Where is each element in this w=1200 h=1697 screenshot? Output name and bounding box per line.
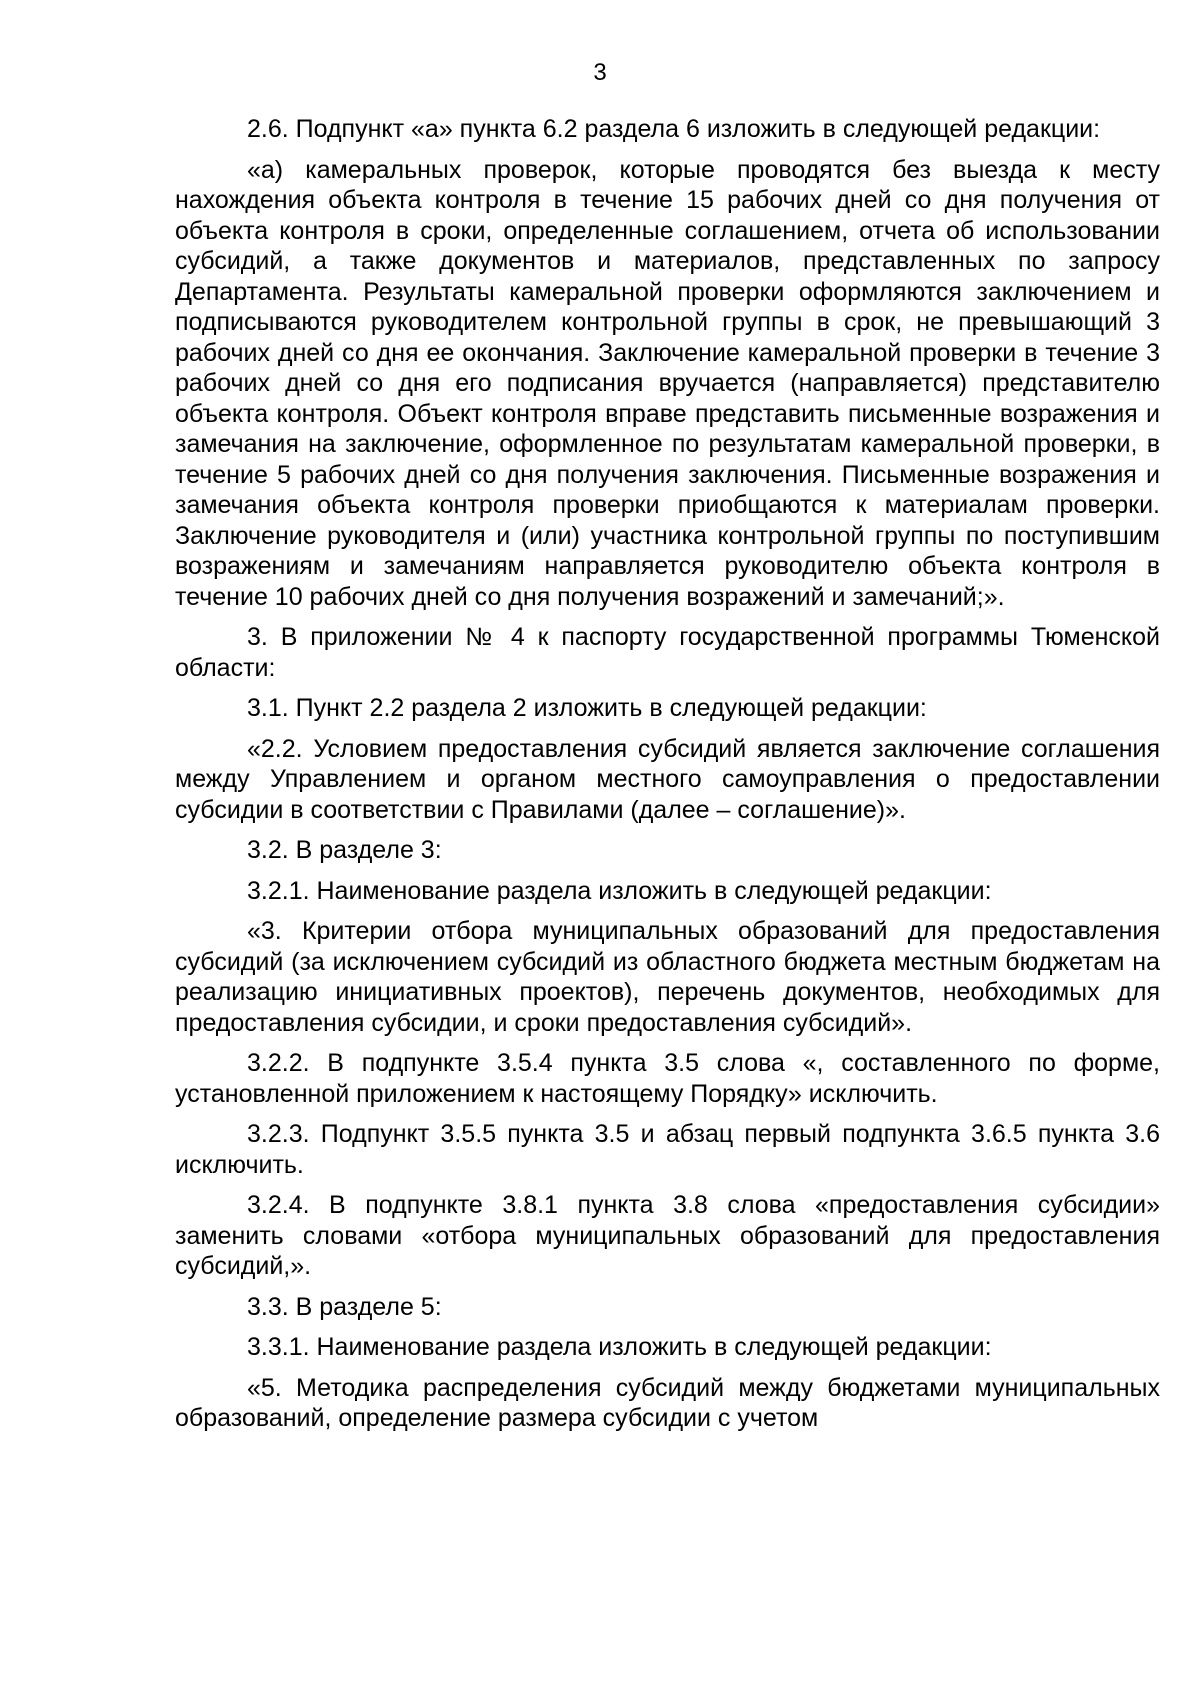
paragraph-3-2-1: 3.2.1. Наименование раздела изложить в следующей редакции:: [247, 876, 992, 905]
paragraph-3-2-4: 3.2.4. В подпункте 3.8.1 пункта 3.8 слова «предоставления субсидии» заменить словами «отбора муниципальных образований для предоставления субсидий,».: [175, 1191, 1160, 1280]
paragraph-3-2-2: 3.2.2. В подпункте 3.5.4 пункта 3.5 слова «, составленного по форме, установленной приложением к настоящему Порядку» исключить.: [175, 1049, 1160, 1108]
paragraph-3-2-3: 3.2.3. Подпункт 3.5.5 пункта 3.5 и абзац первый подпункта 3.6.5 пункта 3.6 исключить.: [175, 1120, 1160, 1179]
paragraph-2-6: 2.6. Подпункт «а» пункта 6.2 раздела 6 изложить в следующей редакции:: [247, 115, 1101, 143]
paragraph-section-5-title-quote: «5. Методика распределения субсидий между бюджетами муниципальных образований, определение размера субсидии с учетом: [175, 1373, 1160, 1432]
paragraph-3-1: 3.1. Пункт 2.2 раздела 2 изложить в следующей редакции:: [247, 694, 927, 722]
paragraph-3-3: 3.3. В разделе 5:: [247, 1292, 442, 1321]
paragraph-subpoint-a: «а) камеральных проверок, которые проводятся без выезда к месту нахождения объекта контроля в течение 15 рабочих дней со дня получения от объекта контроля в сроки, определенные соглашением, отчета об использовании субсидий, а также документов и материалов, представленных по запросу Департамента. Результаты камеральной проверки оформляются заключением и подписываются руководителем контрольной группы в срок, не превышающий 3 рабочих дней со дня ее окончания. Заключение камеральной проверки в течение 3 рабочих дней со дня его подписания вручается (направляется) представителю объекта контроля. Объект контроля вправе представить письменные возражения и замечания на заключение, оформленное по результатам камеральной проверки, в течение 5 рабочих дней со дня получения заключения. Письменные возражения и замечания объекта контроля проверки приобщаются к материалам проверки. Заключение руководителя и (или) участника контрольной группы по поступившим возражениям и замечаниям направляется руководителю объекта контроля в течение 10 рабочих дней со дня получения возражений и замечаний;».: [175, 155, 1160, 611]
paragraph-3: 3. В приложении № 4 к паспорту государственной программы Тюменской области:: [175, 623, 1160, 682]
paragraph-3-2: 3.2. В разделе 3:: [247, 836, 442, 864]
document-body: [175, 114, 1160, 1444]
page-number: 3: [593, 59, 607, 86]
paragraph-2-2-quote: «2.2. Условием предоставления субсидий является заключение соглашения между Управлением и органом местного самоуправления о предоставлении субсидии в соответствии с Правилами (далее – соглашение)».: [175, 734, 1160, 824]
paragraph-3-3-1: 3.3.1. Наименование раздела изложить в следующей редакции:: [247, 1333, 992, 1361]
paragraph-section-3-title-quote: «3. Критерии отбора муниципальных образований для предоставления субсидий (за исключением субсидий из областного бюджета местным бюджетам на реализацию инициативных проектов), перечень документов, необходимых для предоставления субсидии, и сроки предоставления субсидий».: [175, 917, 1160, 1037]
